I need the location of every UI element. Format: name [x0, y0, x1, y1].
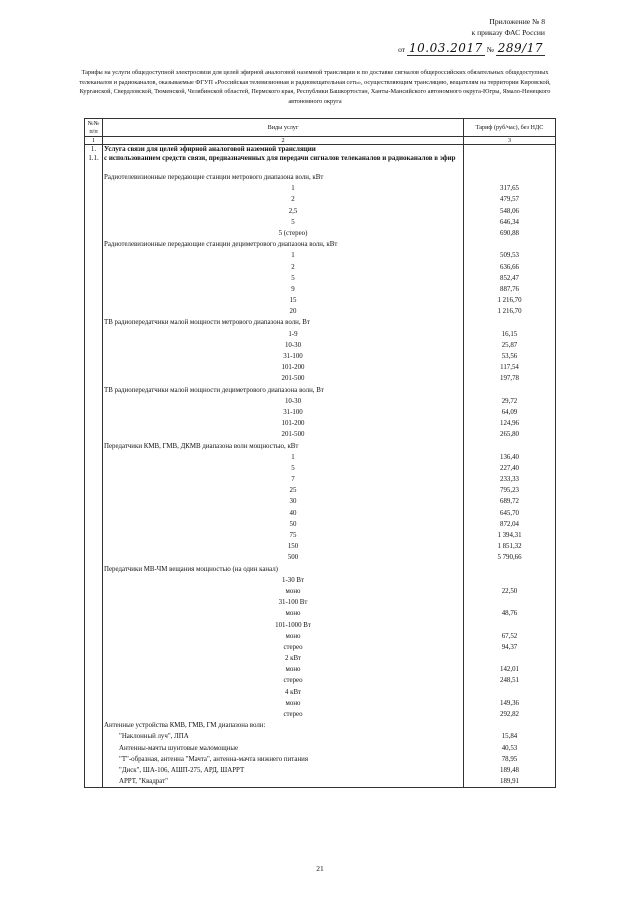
tariff-value: 872,04 — [500, 520, 519, 528]
service-line: 30 — [289, 498, 297, 506]
table-body-row — [85, 145, 556, 788]
service-line: моно — [285, 610, 301, 618]
tariff-value — [464, 720, 555, 731]
col-number-2: 2 — [103, 137, 464, 145]
tariff-value: 94,37 — [501, 643, 518, 651]
tariff-value — [464, 172, 555, 183]
tariff-value: 124,96 — [500, 420, 519, 428]
header-number: №№ п/п — [85, 119, 103, 137]
services-column — [103, 145, 464, 788]
order-number: 289/17 — [497, 41, 543, 55]
service-line: 2 кВт — [284, 655, 302, 663]
section-1-1-title: с использованием средств связи, предназначенных для передачи сигналов телеканалов и радиоканалов в эфир — [104, 154, 456, 162]
service-line: моно — [285, 632, 301, 640]
tariff-value: 479,57 — [500, 196, 519, 204]
tariff-value: 197,78 — [500, 375, 519, 383]
tariff-value — [464, 620, 555, 631]
tariff-value: 690,88 — [500, 229, 519, 237]
tariff-value — [464, 575, 555, 586]
tariff-value: 22,50 — [501, 587, 518, 595]
service-line: 101-200 — [281, 420, 305, 428]
service-line: 2,5 — [288, 207, 298, 215]
col-number-1: 1 — [85, 137, 103, 145]
service-line: 201-500 — [281, 375, 305, 383]
service-line: "Диск", ША-106, АШП-275, АРД, ШАРРТ — [119, 766, 245, 774]
tariff-value: 1 394,31 — [497, 532, 522, 539]
service-line: "Т"-образная, антенна "Мачта", антенна-мачта нижнего питания — [119, 755, 308, 763]
tariff-value: 15,84 — [501, 733, 518, 741]
service-line: 20 — [289, 308, 297, 316]
service-line: АРРТ, "Квадрат" — [119, 778, 168, 786]
tariff-value: 292,82 — [500, 711, 519, 718]
service-line: 101-200 — [281, 364, 305, 372]
service-line: 31-100 Вт — [278, 599, 308, 607]
tariff-value: 40,53 — [501, 744, 518, 752]
tariff-value: 189,48 — [500, 766, 519, 774]
tariff-value — [464, 441, 555, 452]
service-line: 150 — [287, 543, 299, 551]
service-line: 2 — [291, 196, 295, 204]
order-date: 10.03.2017 — [409, 41, 483, 55]
order-date-line — [398, 43, 545, 55]
service-line: 500 — [287, 554, 299, 562]
service-line: 10-30 — [284, 341, 302, 349]
tariff-value: 48,76 — [501, 610, 518, 618]
service-line: 10-30 — [284, 397, 302, 405]
tariff-table — [84, 118, 556, 788]
tariff-value: 189,91 — [500, 778, 519, 786]
service-lines — [103, 172, 463, 787]
tariff-value — [464, 653, 555, 664]
service-line: 201-500 — [281, 431, 305, 439]
tariff-value — [464, 687, 555, 698]
tariff-value: 25,87 — [501, 341, 518, 349]
tariff-value: 136,40 — [500, 453, 519, 461]
tariff-value: 548,06 — [500, 207, 519, 215]
tariff-value: 233,33 — [500, 476, 519, 484]
service-line: 75 — [289, 532, 297, 539]
tariff-value: 5 790,66 — [497, 554, 522, 562]
number-label: № — [486, 45, 494, 54]
tariff-value: 795,23 — [500, 487, 519, 495]
table-header-row — [85, 119, 556, 137]
tariff-value: 248,51 — [500, 677, 519, 685]
service-line: 9 — [291, 285, 295, 293]
tariff-value — [464, 317, 555, 328]
service-line: 1-9 — [288, 330, 298, 338]
service-line: Передатчики КМВ, ГМВ, ДКМВ диапазона волн мощностью, кВт — [104, 442, 299, 450]
tariff-value: 53,56 — [501, 353, 518, 360]
service-line: стерео — [283, 711, 303, 718]
service-line: 7 — [291, 476, 295, 484]
service-line: стерео — [283, 677, 303, 685]
service-line: 50 — [289, 520, 297, 528]
section-1-1-number: 1.1. — [88, 155, 99, 162]
document-header — [398, 16, 545, 55]
service-line: 5 — [291, 464, 295, 472]
service-line: 31-100 — [283, 353, 303, 360]
service-line: 31-100 — [283, 408, 303, 416]
service-line: 101-1000 Вт — [275, 621, 311, 629]
service-line: ТВ радиопередатчики малой мощности метрового диапазона волн, Вт — [104, 319, 310, 327]
tariff-value: 117,54 — [500, 364, 519, 372]
service-line: моно — [285, 587, 301, 595]
section-1-title: Услуга связи для целей эфирной аналоговой наземной трансляции — [104, 145, 316, 153]
service-line: Радиотелевизионные передающие станции дециметрового диапазона волн, кВт — [104, 241, 338, 249]
service-line: 1 — [291, 252, 295, 260]
section-1-number: 1. — [90, 146, 97, 153]
service-line: "Наклонный луч", ЛПА — [119, 733, 189, 741]
number-column — [85, 145, 103, 788]
tariff-spacer — [464, 145, 555, 172]
col-number-3: 3 — [464, 137, 556, 145]
document-intro: Тарифы на услуги общедоступной электросвязи для целей эфирной аналоговой наземной трансляции и по доставке сигналов общероссийских обязательных общедоступных телеканалов и радиоканалов, оказываемые ФГУП «Российская телевизионная и радиовещательная сеть», осуществляющим трансляцию, вещателям на территории Кировской, Курганской, Свердловской, Тюменской, Челябинской областей, Пермского края, Республики Башкортостан, Ханты-Мансийского автономного округа-Югры, Ямало-Ненецкого автономного округа — [79, 69, 551, 105]
service-line: 40 — [289, 509, 297, 517]
service-line: Передатчики МВ-ЧМ вещания мощностью (на один канал) — [104, 565, 278, 573]
column-number-row — [85, 137, 556, 145]
service-line: 15 — [289, 297, 297, 305]
service-line: стерео — [283, 643, 303, 651]
tariff-value: 852,47 — [500, 274, 519, 282]
tariff-value: 67,52 — [501, 632, 518, 640]
header-tariff: Тариф (руб/час), без НДС — [464, 119, 556, 137]
tariff-value: 887,76 — [500, 285, 519, 293]
tariff-value: 1 216,70 — [497, 297, 522, 305]
service-line: 5 (стерео) — [278, 229, 308, 237]
from-label: от — [398, 45, 406, 54]
order-reference: к приказу ФАС России — [471, 28, 545, 37]
tariff-value: 645,70 — [500, 509, 519, 517]
service-line: моно — [285, 699, 301, 707]
tariff-value: 1 851,32 — [497, 543, 522, 551]
tariff-value: 16,15 — [501, 330, 518, 338]
tariff-value: 509,53 — [500, 252, 519, 260]
tariff-value: 646,34 — [500, 218, 519, 226]
service-line: 4 кВт — [284, 688, 302, 696]
tariff-value: 689,72 — [500, 498, 519, 506]
service-line: 2 — [291, 263, 295, 271]
page-number: 21 — [316, 864, 324, 873]
tariff-value: 142,01 — [500, 666, 519, 674]
tariff-value: 227,40 — [500, 464, 519, 472]
tariff-value — [464, 597, 555, 608]
tariff-value: 1 216,70 — [497, 308, 522, 316]
service-line: Антенные устройства КМВ, ГМВ, ГМ диапазона волн: — [104, 722, 266, 730]
service-line: 1-30 Вт — [282, 576, 304, 584]
tariff-value: 29,72 — [501, 397, 518, 405]
tariff-value — [464, 239, 555, 250]
header-service: Виды услуг — [103, 119, 464, 137]
appendix-number: Приложение № 8 — [489, 17, 545, 26]
tariff-value: 64,09 — [501, 408, 518, 416]
service-line: 5 — [291, 218, 295, 226]
service-line: Радиотелевизионные передающие станции метрового диапазона волн, кВт — [104, 174, 324, 181]
tariff-value — [464, 385, 555, 396]
tariff-value: 149,36 — [500, 699, 519, 707]
service-line: 25 — [289, 487, 297, 495]
tariff-value: 636,66 — [500, 263, 519, 271]
service-line: Антенны-мачты шунтовые маломощные — [119, 744, 239, 752]
tariff-value: 78,95 — [501, 755, 518, 763]
service-line: моно — [285, 666, 301, 674]
tariff-value: 265,80 — [500, 431, 519, 439]
tariff-column — [464, 145, 556, 788]
service-line: 5 — [291, 274, 295, 282]
tariff-value — [464, 564, 555, 575]
tariff-value: 317,65 — [500, 185, 519, 193]
tariff-values — [464, 172, 555, 787]
service-line: 1 — [291, 453, 295, 461]
service-line: ТВ радиопередатчики малой мощности дециметрового диапазона волн, Вт — [104, 386, 324, 394]
service-line: 1 — [291, 185, 295, 193]
